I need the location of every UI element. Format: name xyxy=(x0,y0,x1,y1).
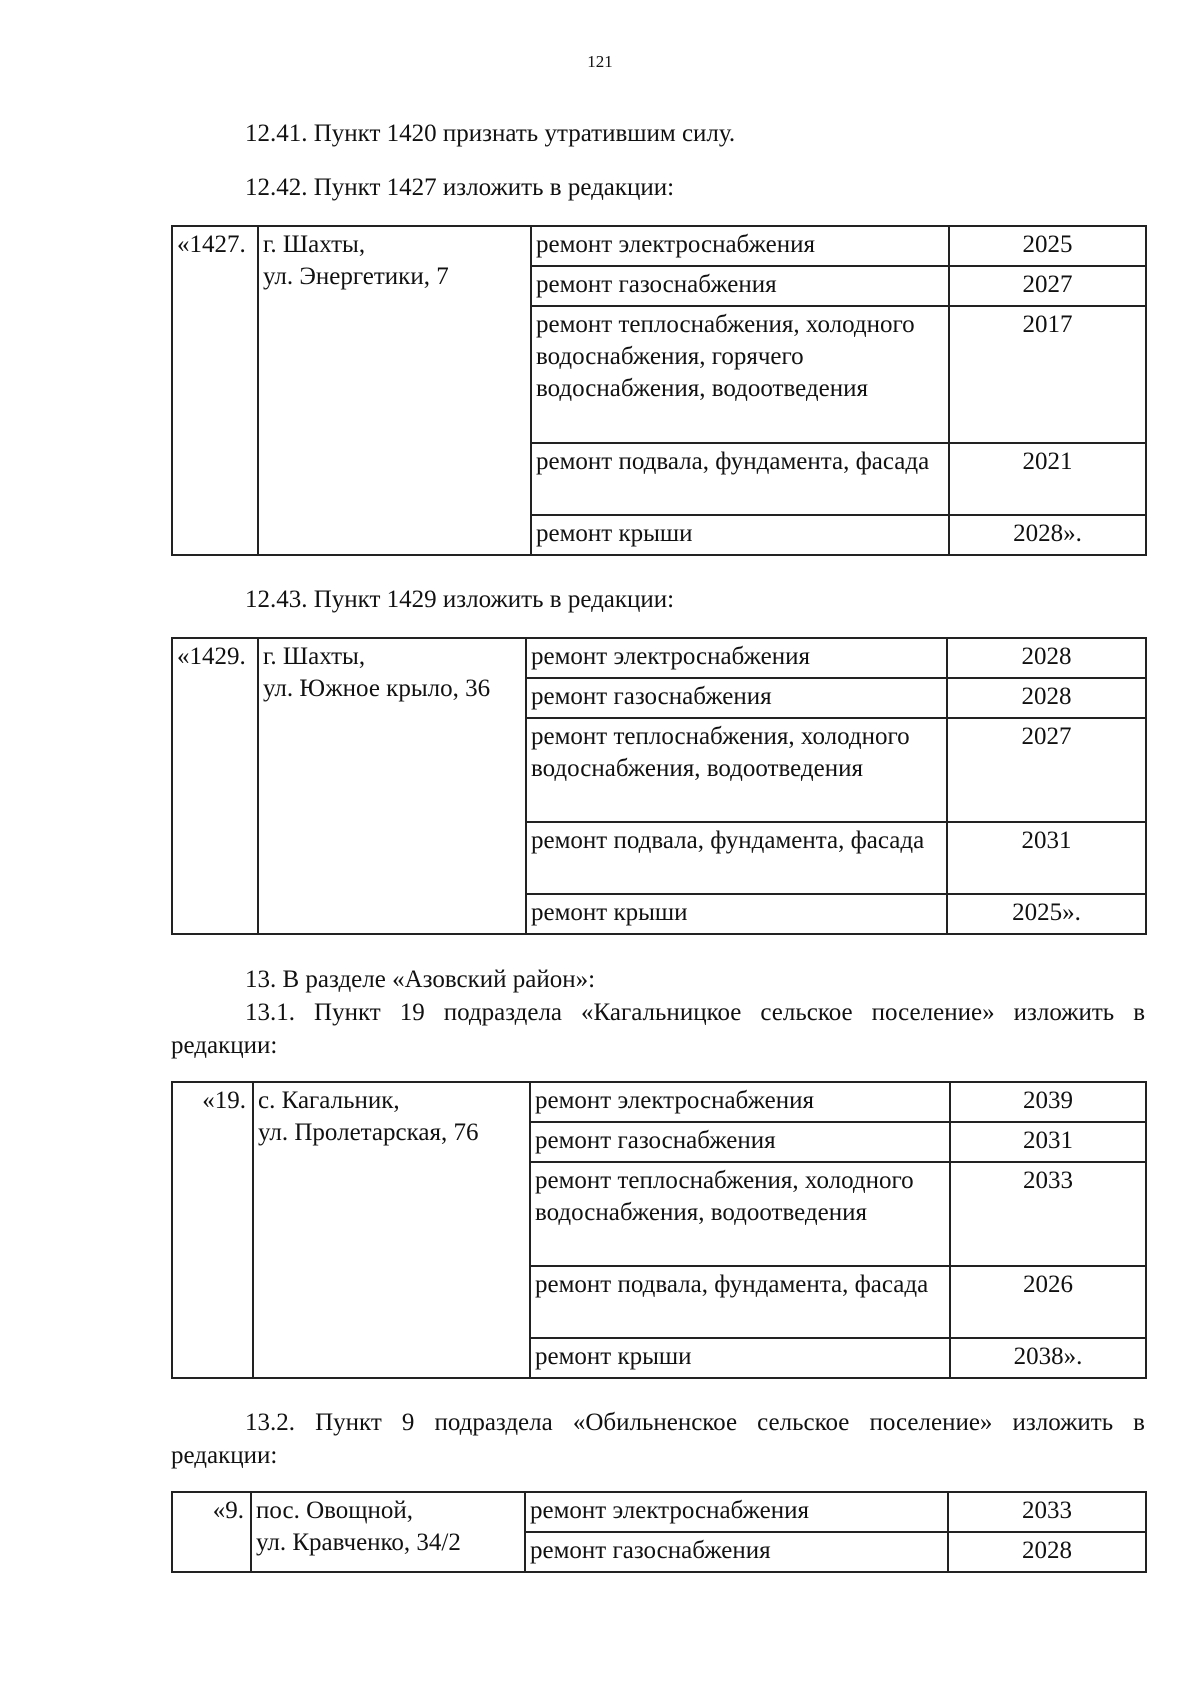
address-line-1: пос. Овощной, xyxy=(256,1497,414,1524)
work-type: ремонт крыши xyxy=(531,515,949,555)
work-type: ремонт теплоснабжения, холодного водоснабжения, водоотведения xyxy=(530,1162,950,1266)
work-type: ремонт подвала, фундамента, фасада xyxy=(526,822,947,894)
work-type: ремонт крыши xyxy=(526,894,947,934)
paragraph-12-42: 12.42. Пункт 1427 изложить в редакции: xyxy=(245,174,675,201)
work-year: 2025». xyxy=(947,894,1146,934)
item-number: «9. xyxy=(172,1492,251,1572)
address-line-1: г. Шахты, xyxy=(263,643,366,670)
work-year: 2033 xyxy=(950,1162,1146,1266)
work-year: 2028 xyxy=(948,1532,1146,1572)
work-type: ремонт электроснабжения xyxy=(525,1492,948,1532)
item-number: «1429. xyxy=(172,638,258,934)
work-year: 2033 xyxy=(948,1492,1146,1532)
address-line-2: ул. Южное крыло, 36 xyxy=(263,675,491,702)
work-year: 2027 xyxy=(949,266,1146,306)
table-item-1429 xyxy=(171,637,1147,935)
work-type: ремонт газоснабжения xyxy=(530,1122,950,1162)
paragraph-12-43: 12.43. Пункт 1429 изложить в редакции: xyxy=(245,586,675,613)
address-line-1: с. Кагальник, xyxy=(258,1087,400,1114)
work-year: 2017 xyxy=(949,306,1146,443)
item-number: «1427. xyxy=(172,226,258,555)
work-type: ремонт подвала, фундамента, фасада xyxy=(530,1266,950,1338)
work-type: ремонт электроснабжения xyxy=(526,638,947,678)
address-line-1: г. Шахты, xyxy=(263,231,366,258)
paragraph-13-2: 13.2. Пункт 9 подраздела «Обильненское сельское поселение» изложить в редакции: xyxy=(171,1409,1145,1469)
work-year: 2031 xyxy=(947,822,1146,894)
work-year: 2031 xyxy=(950,1122,1146,1162)
work-type: ремонт газоснабжения xyxy=(526,678,947,718)
paragraph-13-1: 13.1. Пункт 19 подраздела «Кагальницкое сельское поселение» изложить в редакции: xyxy=(171,999,1145,1059)
address-cell xyxy=(258,638,526,934)
item-number: «19. xyxy=(172,1082,253,1378)
work-type: ремонт крыши xyxy=(530,1338,950,1378)
address-line-2: ул. Пролетарская, 76 xyxy=(258,1119,479,1146)
address-cell xyxy=(253,1082,530,1378)
page-number: 121 xyxy=(587,52,613,71)
work-type: ремонт газоснабжения xyxy=(531,266,949,306)
work-year: 2039 xyxy=(950,1082,1146,1122)
work-year: 2027 xyxy=(947,718,1146,822)
work-year: 2028 xyxy=(947,678,1146,718)
work-year: 2028». xyxy=(949,515,1146,555)
table-item-9 xyxy=(171,1491,1147,1573)
paragraph-12-41: 12.41. Пункт 1420 признать утратившим силу. xyxy=(245,120,736,147)
work-type: ремонт электроснабжения xyxy=(531,226,949,266)
work-year: 2026 xyxy=(950,1266,1146,1338)
work-year: 2038». xyxy=(950,1338,1146,1378)
work-type: ремонт подвала, фундамента, фасада xyxy=(531,443,949,515)
paragraph-13: 13. В разделе «Азовский район»: xyxy=(245,966,596,993)
work-type: ремонт газоснабжения xyxy=(525,1532,948,1572)
table-item-1427 xyxy=(171,225,1147,556)
work-year: 2021 xyxy=(949,443,1146,515)
work-type: ремонт электроснабжения xyxy=(530,1082,950,1122)
work-type: ремонт теплоснабжения, холодного водоснабжения, водоотведения xyxy=(526,718,947,822)
work-year: 2028 xyxy=(947,638,1146,678)
work-type: ремонт теплоснабжения, холодного водоснабжения, горячего водоснабжения, водоотведения xyxy=(531,306,949,443)
address-cell xyxy=(251,1492,525,1572)
address-cell xyxy=(258,226,531,555)
address-line-2: ул. Кравченко, 34/2 xyxy=(256,1529,461,1556)
work-year: 2025 xyxy=(949,226,1146,266)
address-line-2: ул. Энергетики, 7 xyxy=(263,263,449,290)
table-item-19 xyxy=(171,1081,1147,1379)
